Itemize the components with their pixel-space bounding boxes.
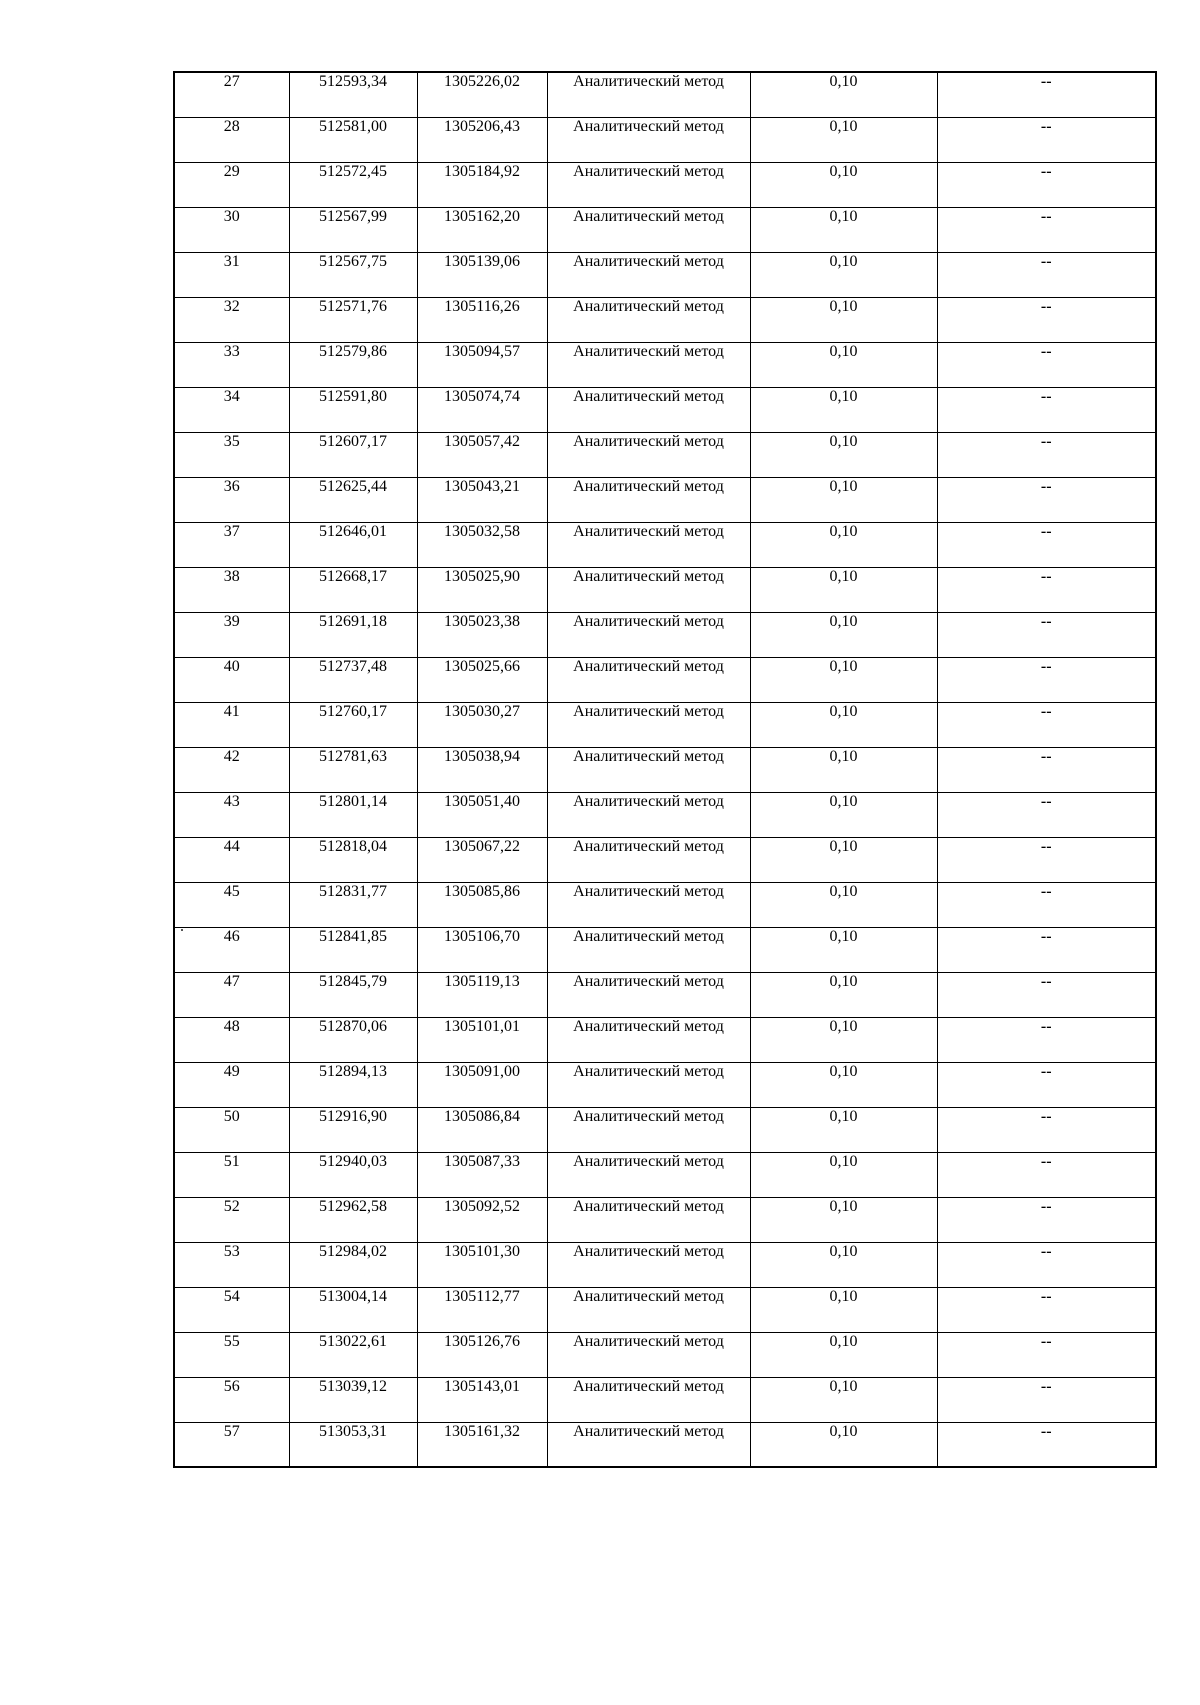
table-row	[174, 702, 1156, 747]
x-coordinate-cell: 512581,00	[289, 117, 417, 162]
point-number-cell: 43	[174, 792, 289, 837]
y-coordinate-cell: 1305112,77	[417, 1287, 547, 1332]
x-coordinate-cell: 512781,63	[289, 747, 417, 792]
y-coordinate-cell: 1305126,76	[417, 1332, 547, 1377]
accuracy-cell: 0,10	[750, 747, 937, 792]
method-cell: Аналитический метод	[547, 747, 750, 792]
note-cell: --	[937, 567, 1156, 612]
accuracy-cell: 0,10	[750, 702, 937, 747]
method-cell: Аналитический метод	[547, 252, 750, 297]
y-coordinate-cell: 1305206,43	[417, 117, 547, 162]
method-cell: Аналитический метод	[547, 1152, 750, 1197]
method-cell: Аналитический метод	[547, 72, 750, 117]
note-cell: --	[937, 837, 1156, 882]
note-cell: --	[937, 342, 1156, 387]
table-row	[174, 837, 1156, 882]
table-row	[174, 1107, 1156, 1152]
note-cell: --	[937, 117, 1156, 162]
y-coordinate-cell: 1305057,42	[417, 432, 547, 477]
x-coordinate-cell: 513039,12	[289, 1377, 417, 1422]
y-coordinate-cell: 1305101,01	[417, 1017, 547, 1062]
coordinates-table	[173, 71, 1157, 1468]
method-cell: Аналитический метод	[547, 702, 750, 747]
x-coordinate-cell: 512870,06	[289, 1017, 417, 1062]
method-cell: Аналитический метод	[547, 972, 750, 1017]
table-row	[174, 1017, 1156, 1062]
table-row	[174, 1197, 1156, 1242]
method-cell: Аналитический метод	[547, 342, 750, 387]
x-coordinate-cell: 512646,01	[289, 522, 417, 567]
point-number-cell: 41	[174, 702, 289, 747]
note-cell: --	[937, 1422, 1156, 1467]
x-coordinate-cell: 512625,44	[289, 477, 417, 522]
table-row	[174, 1287, 1156, 1332]
method-cell: Аналитический метод	[547, 1377, 750, 1422]
accuracy-cell: 0,10	[750, 1242, 937, 1287]
accuracy-cell: 0,10	[750, 1377, 937, 1422]
accuracy-cell: 0,10	[750, 837, 937, 882]
note-cell: --	[937, 1287, 1156, 1332]
point-number-cell: 48	[174, 1017, 289, 1062]
note-cell: --	[937, 252, 1156, 297]
x-coordinate-cell: 512567,75	[289, 252, 417, 297]
method-cell: Аналитический метод	[547, 432, 750, 477]
method-cell: Аналитический метод	[547, 1017, 750, 1062]
table-row	[174, 657, 1156, 702]
y-coordinate-cell: 1305161,32	[417, 1422, 547, 1467]
method-cell: Аналитический метод	[547, 657, 750, 702]
y-coordinate-cell: 1305074,74	[417, 387, 547, 432]
point-number-cell: 36	[174, 477, 289, 522]
accuracy-cell: 0,10	[750, 1107, 937, 1152]
table-row	[174, 1422, 1156, 1467]
method-cell: Аналитический метод	[547, 1197, 750, 1242]
method-cell: Аналитический метод	[547, 1422, 750, 1467]
accuracy-cell: 0,10	[750, 792, 937, 837]
method-cell: Аналитический метод	[547, 567, 750, 612]
y-coordinate-cell: 1305101,30	[417, 1242, 547, 1287]
note-cell: --	[937, 1197, 1156, 1242]
accuracy-cell: 0,10	[750, 972, 937, 1017]
x-coordinate-cell: 512571,76	[289, 297, 417, 342]
x-coordinate-cell: 512737,48	[289, 657, 417, 702]
point-number-cell: 49	[174, 1062, 289, 1107]
point-number-cell: 38	[174, 567, 289, 612]
table-row	[174, 1152, 1156, 1197]
note-cell: --	[937, 1242, 1156, 1287]
accuracy-cell: 0,10	[750, 1152, 937, 1197]
method-cell: Аналитический метод	[547, 477, 750, 522]
note-cell: --	[937, 1017, 1156, 1062]
accuracy-cell: 0,10	[750, 1422, 937, 1467]
point-number-cell: 57	[174, 1422, 289, 1467]
y-coordinate-cell: 1305025,90	[417, 567, 547, 612]
x-coordinate-cell: 512894,13	[289, 1062, 417, 1107]
accuracy-cell: 0,10	[750, 1332, 937, 1377]
note-cell: --	[937, 702, 1156, 747]
y-coordinate-cell: 1305032,58	[417, 522, 547, 567]
accuracy-cell: 0,10	[750, 342, 937, 387]
point-number-cell: 46	[174, 927, 289, 972]
point-number-cell: 40	[174, 657, 289, 702]
y-coordinate-cell: 1305085,86	[417, 882, 547, 927]
y-coordinate-cell: 1305184,92	[417, 162, 547, 207]
table-row	[174, 747, 1156, 792]
note-cell: --	[937, 522, 1156, 567]
table-row	[174, 1242, 1156, 1287]
y-coordinate-cell: 1305139,06	[417, 252, 547, 297]
x-coordinate-cell: 512691,18	[289, 612, 417, 657]
note-cell: --	[937, 1377, 1156, 1422]
x-coordinate-cell: 512845,79	[289, 972, 417, 1017]
y-coordinate-cell: 1305087,33	[417, 1152, 547, 1197]
table-row	[174, 72, 1156, 117]
y-coordinate-cell: 1305025,66	[417, 657, 547, 702]
point-number-cell: 44	[174, 837, 289, 882]
point-number-cell: 51	[174, 1152, 289, 1197]
table-row	[174, 1062, 1156, 1107]
y-coordinate-cell: 1305119,13	[417, 972, 547, 1017]
table-row	[174, 477, 1156, 522]
y-coordinate-cell: 1305023,38	[417, 612, 547, 657]
table-row	[174, 1377, 1156, 1422]
scan-speck	[181, 929, 183, 931]
x-coordinate-cell: 513004,14	[289, 1287, 417, 1332]
coordinates-table-body	[174, 72, 1156, 1467]
x-coordinate-cell: 512801,14	[289, 792, 417, 837]
point-number-cell: 42	[174, 747, 289, 792]
table-row	[174, 432, 1156, 477]
point-number-cell: 54	[174, 1287, 289, 1332]
x-coordinate-cell: 512760,17	[289, 702, 417, 747]
x-coordinate-cell: 512818,04	[289, 837, 417, 882]
y-coordinate-cell: 1305043,21	[417, 477, 547, 522]
x-coordinate-cell: 512593,34	[289, 72, 417, 117]
method-cell: Аналитический метод	[547, 1107, 750, 1152]
point-number-cell: 47	[174, 972, 289, 1017]
accuracy-cell: 0,10	[750, 1017, 937, 1062]
accuracy-cell: 0,10	[750, 432, 937, 477]
x-coordinate-cell: 512572,45	[289, 162, 417, 207]
x-coordinate-cell: 512916,90	[289, 1107, 417, 1152]
note-cell: --	[937, 477, 1156, 522]
table-row	[174, 207, 1156, 252]
point-number-cell: 53	[174, 1242, 289, 1287]
note-cell: --	[937, 747, 1156, 792]
accuracy-cell: 0,10	[750, 252, 937, 297]
y-coordinate-cell: 1305094,57	[417, 342, 547, 387]
table-row	[174, 342, 1156, 387]
note-cell: --	[937, 72, 1156, 117]
accuracy-cell: 0,10	[750, 162, 937, 207]
note-cell: --	[937, 972, 1156, 1017]
note-cell: --	[937, 792, 1156, 837]
accuracy-cell: 0,10	[750, 1287, 937, 1332]
table-row	[174, 972, 1156, 1017]
y-coordinate-cell: 1305030,27	[417, 702, 547, 747]
point-number-cell: 34	[174, 387, 289, 432]
y-coordinate-cell: 1305162,20	[417, 207, 547, 252]
method-cell: Аналитический метод	[547, 612, 750, 657]
y-coordinate-cell: 1305091,00	[417, 1062, 547, 1107]
note-cell: --	[937, 1107, 1156, 1152]
method-cell: Аналитический метод	[547, 1062, 750, 1107]
note-cell: --	[937, 432, 1156, 477]
accuracy-cell: 0,10	[750, 297, 937, 342]
point-number-cell: 37	[174, 522, 289, 567]
table-row	[174, 117, 1156, 162]
y-coordinate-cell: 1305143,01	[417, 1377, 547, 1422]
point-number-cell: 33	[174, 342, 289, 387]
note-cell: --	[937, 162, 1156, 207]
method-cell: Аналитический метод	[547, 882, 750, 927]
method-cell: Аналитический метод	[547, 297, 750, 342]
accuracy-cell: 0,10	[750, 612, 937, 657]
point-number-cell: 56	[174, 1377, 289, 1422]
x-coordinate-cell: 513053,31	[289, 1422, 417, 1467]
point-number-cell: 28	[174, 117, 289, 162]
accuracy-cell: 0,10	[750, 207, 937, 252]
x-coordinate-cell: 512841,85	[289, 927, 417, 972]
x-coordinate-cell: 512940,03	[289, 1152, 417, 1197]
x-coordinate-cell: 512607,17	[289, 432, 417, 477]
method-cell: Аналитический метод	[547, 117, 750, 162]
table-row	[174, 387, 1156, 432]
x-coordinate-cell: 513022,61	[289, 1332, 417, 1377]
point-number-cell: 52	[174, 1197, 289, 1242]
accuracy-cell: 0,10	[750, 567, 937, 612]
accuracy-cell: 0,10	[750, 117, 937, 162]
method-cell: Аналитический метод	[547, 162, 750, 207]
method-cell: Аналитический метод	[547, 1332, 750, 1377]
table-row	[174, 567, 1156, 612]
method-cell: Аналитический метод	[547, 207, 750, 252]
method-cell: Аналитический метод	[547, 522, 750, 567]
note-cell: --	[937, 1062, 1156, 1107]
table-row	[174, 252, 1156, 297]
point-number-cell: 27	[174, 72, 289, 117]
point-number-cell: 31	[174, 252, 289, 297]
x-coordinate-cell: 512567,99	[289, 207, 417, 252]
x-coordinate-cell: 512668,17	[289, 567, 417, 612]
table-row	[174, 612, 1156, 657]
y-coordinate-cell: 1305226,02	[417, 72, 547, 117]
table-row	[174, 297, 1156, 342]
y-coordinate-cell: 1305116,26	[417, 297, 547, 342]
point-number-cell: 35	[174, 432, 289, 477]
accuracy-cell: 0,10	[750, 1197, 937, 1242]
y-coordinate-cell: 1305051,40	[417, 792, 547, 837]
y-coordinate-cell: 1305067,22	[417, 837, 547, 882]
point-number-cell: 32	[174, 297, 289, 342]
table-row	[174, 927, 1156, 972]
accuracy-cell: 0,10	[750, 477, 937, 522]
point-number-cell: 39	[174, 612, 289, 657]
accuracy-cell: 0,10	[750, 387, 937, 432]
note-cell: --	[937, 657, 1156, 702]
accuracy-cell: 0,10	[750, 1062, 937, 1107]
note-cell: --	[937, 1332, 1156, 1377]
x-coordinate-cell: 512962,58	[289, 1197, 417, 1242]
method-cell: Аналитический метод	[547, 1287, 750, 1332]
table-row	[174, 882, 1156, 927]
x-coordinate-cell: 512984,02	[289, 1242, 417, 1287]
y-coordinate-cell: 1305038,94	[417, 747, 547, 792]
accuracy-cell: 0,10	[750, 927, 937, 972]
note-cell: --	[937, 612, 1156, 657]
note-cell: --	[937, 207, 1156, 252]
table-row	[174, 162, 1156, 207]
note-cell: --	[937, 927, 1156, 972]
method-cell: Аналитический метод	[547, 792, 750, 837]
accuracy-cell: 0,10	[750, 522, 937, 567]
table-row	[174, 1332, 1156, 1377]
x-coordinate-cell: 512831,77	[289, 882, 417, 927]
table-row	[174, 792, 1156, 837]
accuracy-cell: 0,10	[750, 657, 937, 702]
y-coordinate-cell: 1305086,84	[417, 1107, 547, 1152]
note-cell: --	[937, 297, 1156, 342]
accuracy-cell: 0,10	[750, 882, 937, 927]
point-number-cell: 55	[174, 1332, 289, 1377]
method-cell: Аналитический метод	[547, 387, 750, 432]
point-number-cell: 50	[174, 1107, 289, 1152]
x-coordinate-cell: 512579,86	[289, 342, 417, 387]
note-cell: --	[937, 1152, 1156, 1197]
x-coordinate-cell: 512591,80	[289, 387, 417, 432]
y-coordinate-cell: 1305092,52	[417, 1197, 547, 1242]
method-cell: Аналитический метод	[547, 927, 750, 972]
method-cell: Аналитический метод	[547, 837, 750, 882]
point-number-cell: 45	[174, 882, 289, 927]
y-coordinate-cell: 1305106,70	[417, 927, 547, 972]
note-cell: --	[937, 882, 1156, 927]
point-number-cell: 29	[174, 162, 289, 207]
note-cell: --	[937, 387, 1156, 432]
method-cell: Аналитический метод	[547, 1242, 750, 1287]
table-row	[174, 522, 1156, 567]
accuracy-cell: 0,10	[750, 72, 937, 117]
point-number-cell: 30	[174, 207, 289, 252]
